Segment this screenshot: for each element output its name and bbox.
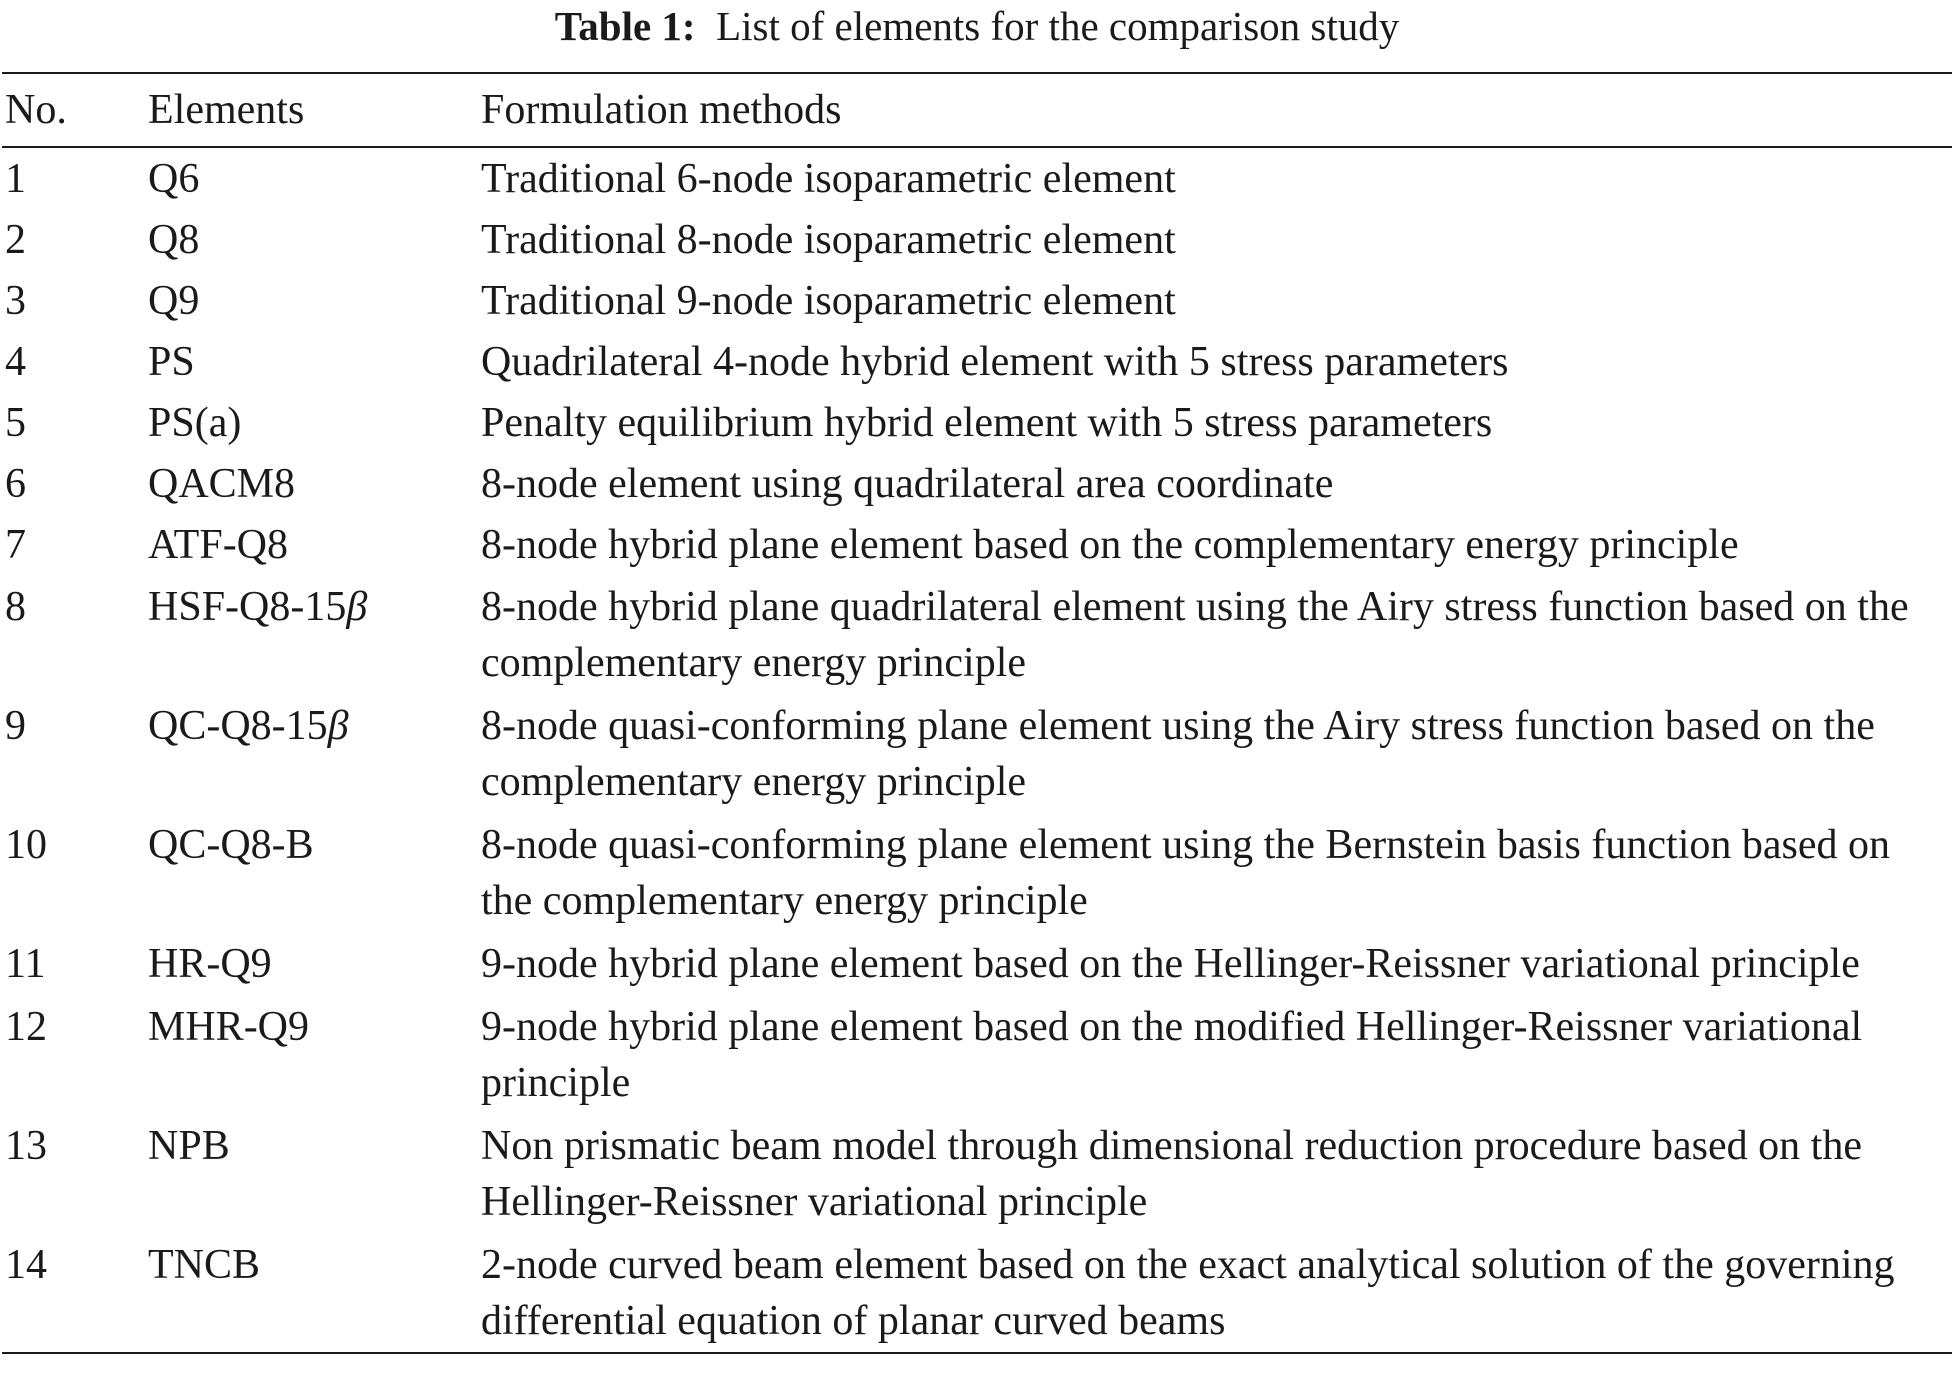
cell-element: PS(a) — [148, 400, 242, 446]
table-row — [2, 514, 1952, 575]
cell-element: QC-Q8-15β — [148, 703, 349, 749]
table-row — [2, 270, 1952, 331]
cell-element: Q9 — [148, 278, 200, 324]
table-row — [2, 932, 1952, 995]
cell-element: Q8 — [148, 217, 200, 263]
cell-no: 4 — [5, 339, 26, 385]
table-caption — [2, 0, 1952, 56]
cell-method: Non prismatic beam model through dimensional reduction procedure based on the Hellinger-Reissner variational principle — [481, 1123, 1862, 1225]
cell-method: 9-node hybrid plane element based on the Hellinger-Reissner variational principle — [481, 941, 1860, 987]
cell-element: QC-Q8-B — [148, 822, 314, 868]
table-row — [2, 147, 1952, 209]
cell-no: 14 — [5, 1242, 47, 1288]
cell-element: PS — [148, 339, 195, 385]
cell-method: Traditional 9-node isoparametric element — [481, 278, 1176, 324]
cell-method: 9-node hybrid plane element based on the modified Hellinger-Reissner variational principle — [481, 1004, 1863, 1106]
cell-method: Traditional 8-node isoparametric element — [481, 217, 1176, 263]
cell-no: 8 — [5, 584, 26, 630]
cell-method: 8-node hybrid plane quadrilateral element using the Airy stress function based on the complementary energy principle — [481, 584, 1909, 686]
table-row — [2, 813, 1952, 932]
cell-no: 11 — [5, 941, 46, 987]
cell-no: 12 — [5, 1004, 47, 1050]
cell-no: 2 — [5, 217, 26, 263]
cell-method: 8-node hybrid plane element based on the complementary energy principle — [481, 522, 1739, 568]
table-row — [2, 392, 1952, 453]
cell-method: 2-node curved beam element based on the exact analytical solution of the governing differential equation of planar curved beams — [481, 1242, 1895, 1344]
cell-no: 10 — [5, 822, 47, 868]
table-row — [2, 331, 1952, 392]
cell-no: 7 — [5, 522, 26, 568]
cell-element: NPB — [148, 1123, 230, 1169]
cell-no: 1 — [5, 156, 26, 202]
cell-method: Traditional 6-node isoparametric element — [481, 156, 1176, 202]
header-methods: Formulation methods — [481, 87, 842, 133]
caption-label: Table 1: — [554, 3, 696, 49]
header-elements: Elements — [148, 87, 305, 133]
cell-element: HSF-Q8-15β — [148, 584, 368, 630]
cell-method: Penalty equilibrium hybrid element with 5 stress parameters — [481, 400, 1493, 446]
cell-method: 8-node quasi-conforming plane element using the Airy stress function based on the complementary energy principle — [481, 703, 1875, 805]
table-row — [2, 575, 1952, 694]
cell-method: Quadrilateral 4-node hybrid element with 5 stress parameters — [481, 339, 1509, 385]
table-row — [2, 209, 1952, 270]
cell-element: HR-Q9 — [148, 941, 272, 987]
table-row — [2, 1233, 1952, 1353]
cell-element: TNCB — [148, 1242, 261, 1288]
table-row — [2, 694, 1952, 813]
caption-title: List of elements for the comparison study — [716, 3, 1400, 49]
table-header-row — [2, 73, 1952, 147]
elements-table — [2, 72, 1952, 1354]
cell-method: 8-node element using quadrilateral area coordinate — [481, 461, 1334, 507]
header-no: No. — [5, 87, 67, 133]
cell-no: 13 — [5, 1123, 47, 1169]
cell-element: QACM8 — [148, 461, 296, 507]
cell-no: 5 — [5, 400, 26, 446]
cell-no: 6 — [5, 461, 26, 507]
cell-element: ATF-Q8 — [148, 522, 289, 568]
table-row — [2, 995, 1952, 1114]
cell-method: 8-node quasi-conforming plane element using the Bernstein basis function based on the complementary energy principle — [481, 822, 1890, 924]
cell-no: 9 — [5, 703, 26, 749]
cell-no: 3 — [5, 278, 26, 324]
table-row — [2, 1114, 1952, 1233]
cell-element: Q6 — [148, 156, 200, 202]
table-row — [2, 453, 1952, 514]
cell-element: MHR-Q9 — [148, 1004, 310, 1050]
